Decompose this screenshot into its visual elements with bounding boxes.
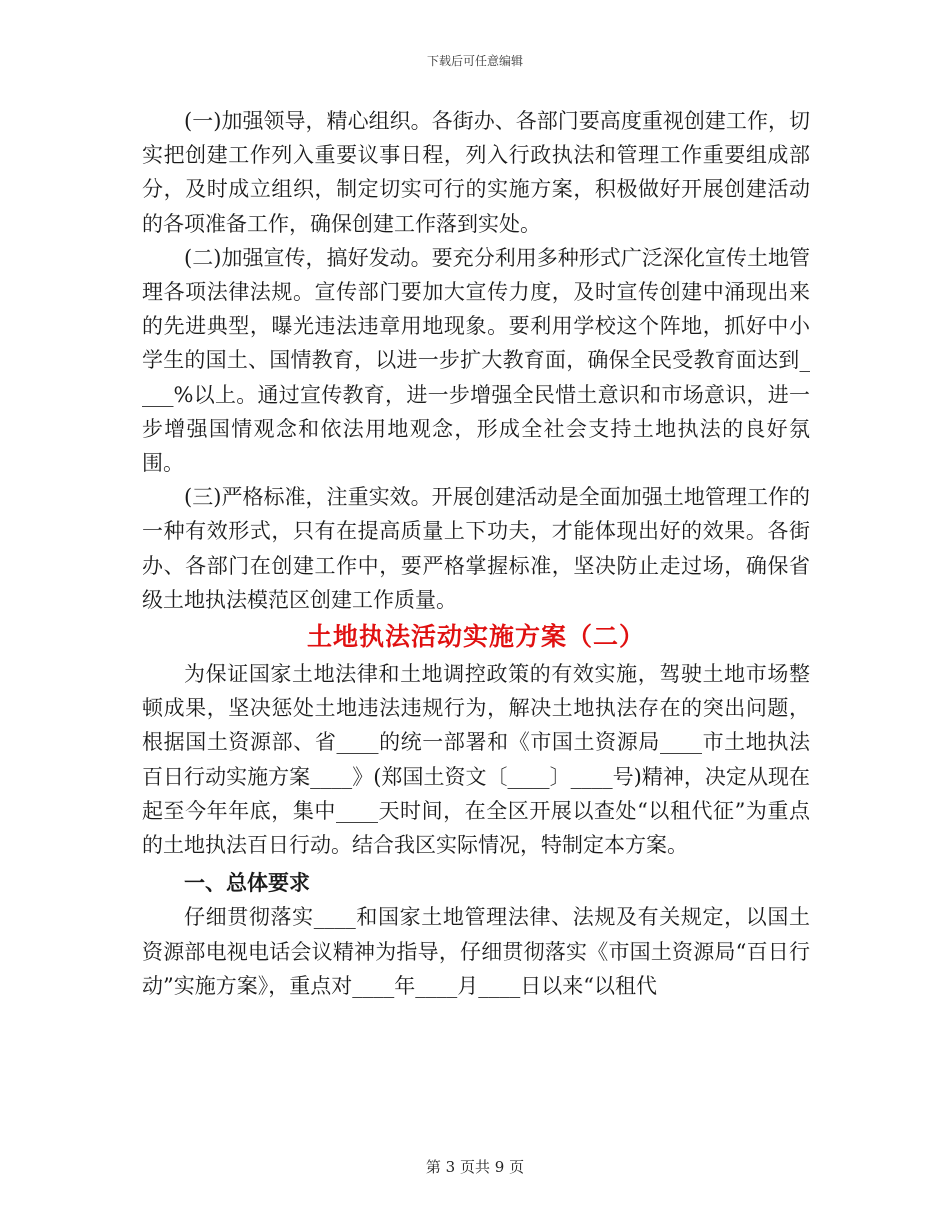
page-header: 下载后可任意编辑: [426, 54, 523, 68]
paragraph-standards: (三)严格标准，注重实效。开展创建活动是全面加强土地管理工作的一种有效形式，只有在提高质量上下功夫，才能体现出好的效果。各街办、各部门在创建工作中，要严格掌握标准，坚决防止走过场，确保省级土地执法模范区创建工作质量。: [142, 485, 810, 612]
page-footer: 第 3 页共 9 页: [425, 1158, 525, 1176]
paragraph-publicity: (二)加强宣传，搞好发动。要充分利用多种形式广泛深化宣传土地管理各项法律法规。宣传部门要加大宣传力度，及时宣传创建中涌现出来的先进典型，曝光违法违章用地现象。要利用学校这个阵地，抓好中小学生的国土、国情教育，以进一步扩大教育面，确保全民受教育面达到____%以上。通过宣传教育，进一步增强全民惜土意识和市场意识，进一步增强国情观念和依法用地观念，形成全社会支持土地执法的良好氛围。: [142, 245, 810, 476]
paragraph-intro: 为保证国家土地法律和土地调控政策的有效实施，驾驶土地市场整顿成果，坚决惩处土地违法违规行为，解决土地执法存在的突出问题，根据国土资源部、省____的统一部署和《市国土资源局____市土地执法百日行动实施方案____》(郑国土资文〔____〕____号)精神，决定从现在起至今年年底，集中____天时间，在全区开展以查处“以租代征”为重点的土地执法百日行动。结合我区实际情况，特制定本方案。: [142, 662, 810, 858]
paragraph-requirements: 仔细贯彻落实____和国家土地管理法律、法规及有关规定，以国土资源部电视电话会议精神为指导，仔细贯彻落实《市国土资源局“百日行动”实施方案》，重点对____年____月____日以来“以租代: [142, 905, 810, 998]
section-title: 土地执法活动实施方案（二）: [306, 622, 645, 652]
document-body: [142, 104, 810, 1003]
heading-general-requirements: 一、总体要求: [184, 870, 310, 896]
paragraph-leadership: (一)加强领导，精心组织。各街办、各部门要高度重视创建工作，切实把创建工作列入重要议事日程，列入行政执法和管理工作重要组成部分，及时成立组织，制定切实可行的实施方案，积极做好开展创建活动的各项准备工作，确保创建工作落到实处。: [142, 109, 810, 236]
